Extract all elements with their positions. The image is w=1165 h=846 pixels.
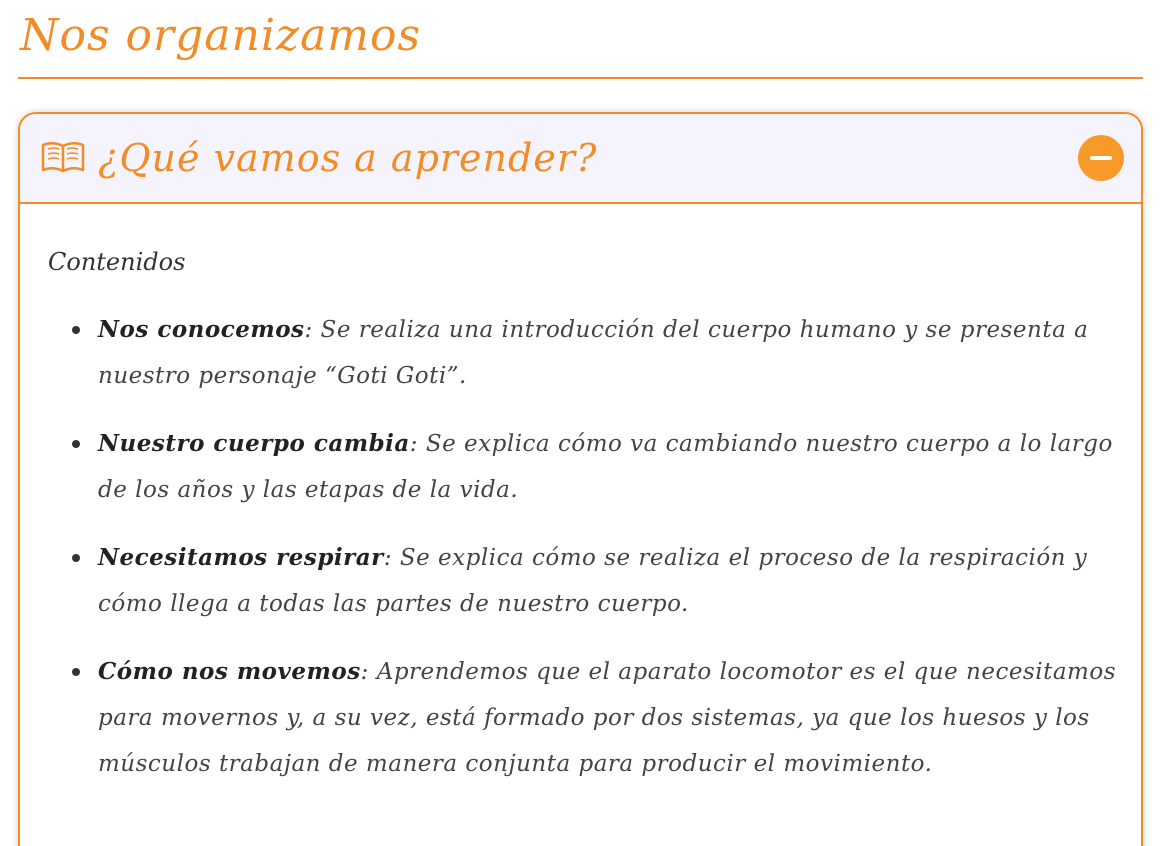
item-separator: : xyxy=(383,545,393,571)
item-description: Se realiza una introducción del cuerpo humano y se presenta a nuestro personaje “Goti Goti”. xyxy=(98,317,1089,389)
item-separator: : xyxy=(360,659,369,685)
section-heading: Contenidos xyxy=(48,248,186,276)
list-item xyxy=(48,307,1123,399)
item-separator: : xyxy=(304,317,313,343)
item-term: Nuestro cuerpo cambia xyxy=(98,430,410,457)
bullet-icon xyxy=(72,668,80,676)
bullet-icon xyxy=(72,554,80,562)
card-header[interactable] xyxy=(20,114,1141,204)
item-term: Necesitamos respirar xyxy=(98,544,384,571)
list-item xyxy=(48,535,1123,627)
title-divider xyxy=(18,77,1143,79)
minus-icon xyxy=(1090,156,1112,160)
contents-list xyxy=(48,307,1123,809)
bullet-icon xyxy=(72,440,80,448)
collapse-button[interactable] xyxy=(1078,135,1124,181)
item-term: Cómo nos movemos xyxy=(98,658,361,685)
item-description: Se explica cómo va cambiando nuestro cuerpo a lo largo de los años y las etapas de la vida. xyxy=(98,431,1113,503)
list-item xyxy=(48,421,1123,513)
item-description: Se explica cómo se realiza el proceso de la respiración y cómo llega a todas las partes de nuestro cuerpo. xyxy=(98,545,1088,617)
list-item xyxy=(48,649,1123,787)
book-icon xyxy=(40,140,86,174)
page-title: Nos organizamos xyxy=(20,10,422,61)
item-separator: : xyxy=(409,431,419,457)
card-title: ¿Qué vamos a aprender? xyxy=(98,136,598,180)
bullet-icon xyxy=(72,326,80,334)
item-term: Nos conocemos xyxy=(98,316,305,343)
learning-card xyxy=(18,112,1143,846)
item-description: Aprendemos que el aparato locomotor es el que necesitamos para movernos y, a su vez, está formado por dos sistemas, ya que los huesos y los músculos trabajan de manera conjunta para producir el movimiento. xyxy=(98,659,1117,777)
